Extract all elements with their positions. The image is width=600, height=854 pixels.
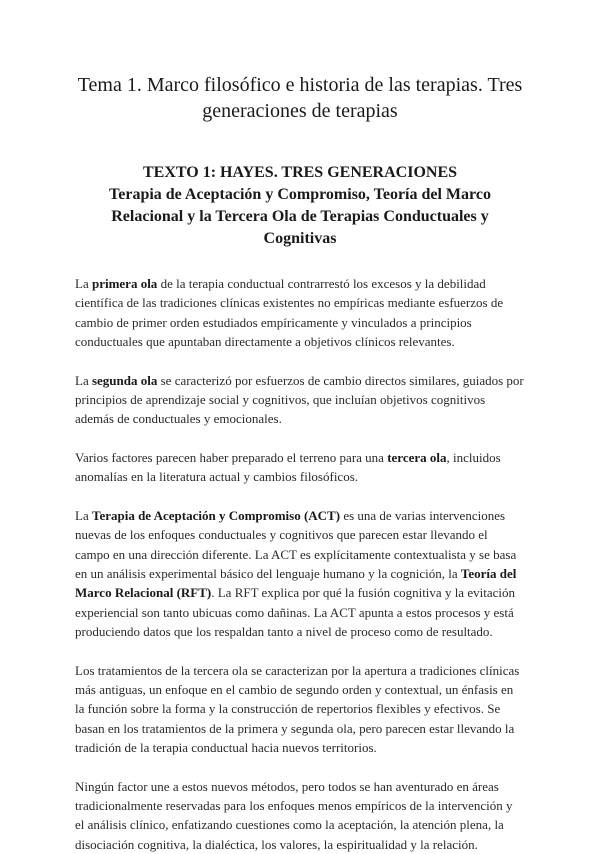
section-heading-line2: Terapia de Aceptación y Compromiso, Teoría del Marco Relacional y la Tercera Ola de Terapias Conductuales y Cognitivas xyxy=(109,186,491,247)
text-segment: La xyxy=(75,276,92,291)
text-segment: se caracterizó por esfuerzos de cambio directos similares, guiados por principios de aprendizaje social y cognitivos, que incluían objetivos cognitivos además de conductuales y emocionales. xyxy=(75,372,524,427)
section-heading xyxy=(75,162,525,250)
text-segment: Ningún factor une a estos nuevos métodos, pero todos se han aventurado en áreas tradicionalmente reservadas para los enfoques menos empíricos de la intervención y el análisis clínico, enfatizando cuestiones como la aceptación, la atención plena, la disociación cognitiva, la dialéctica, los valores, la espiritualidad y la relación. xyxy=(75,778,513,852)
bold-term: tercera ola xyxy=(387,450,447,466)
text-segment: . La RFT explica por qué la fusión cognitiva y la evitación experiencial son tanto ubicuas como dañinas. La ACT apunta a estos procesos y está produciendo datos que los respaldan tanto a nivel de proceso como de resultado. xyxy=(75,585,515,639)
paragraph-tercera-ola xyxy=(75,448,525,487)
document-title: Tema 1. Marco filosófico e historia de las terapias. Tres generaciones de terapias xyxy=(77,74,523,122)
text-segment: es una de varias intervenciones nuevas de los enfoques conductuales y cognitivos que parecen estar llevando el campo en una dirección diferente. La ACT es explícitamente contextualista y se basa en un análisis experimental básico del lenguaje humano y la cognición, la xyxy=(75,508,517,582)
text-segment: Los tratamientos de la tercera ola se caracterizan por la apertura a tradiciones clínicas más antiguas, un enfoque en el cambio de segundo orden y contextual, un énfasis en la función sobre la forma y la construcción de repertorios flexibles y efectivos. Se basan en los tratamientos de la primera y segunda ola, pero parecen estar llevando la tradición de la terapia conductual hacia nuevos territorios. xyxy=(75,662,520,755)
text-segment: La xyxy=(75,372,92,388)
paragraph-tratamientos xyxy=(75,661,525,757)
text-segment: Varios factores parecen haber preparado el terreno para una xyxy=(75,450,388,466)
bold-term: Teoría del Marco Relacional (RFT) xyxy=(75,566,517,601)
text-segment: de la terapia conductual contrarrestó los excesos y la debilidad científica de las tradiciones clínicas existentes no empíricas mediante esfuerzos de cambio de primer orden estudiados empíricamente y vinculados a principios conductuales que apuntaban directamente a objetivos clínicos relevantes. xyxy=(75,276,504,349)
paragraph-primera-ola xyxy=(75,274,525,351)
text-segment: , incluidos anomalías en la literatura actual y cambios filosóficos. xyxy=(75,450,501,485)
bold-term: segunda ola xyxy=(91,372,158,388)
paragraph-segunda-ola xyxy=(75,371,525,429)
paragraph-act xyxy=(75,506,525,641)
paragraph-nuevos-metodos xyxy=(75,777,525,854)
text-segment: La xyxy=(75,508,92,524)
bold-term: Terapia de Aceptación y Compromiso (ACT) xyxy=(91,508,341,524)
bold-term: primera ola xyxy=(91,276,158,291)
section-heading-line1: TEXTO 1: HAYES. TRES GENERACIONES xyxy=(142,164,458,181)
